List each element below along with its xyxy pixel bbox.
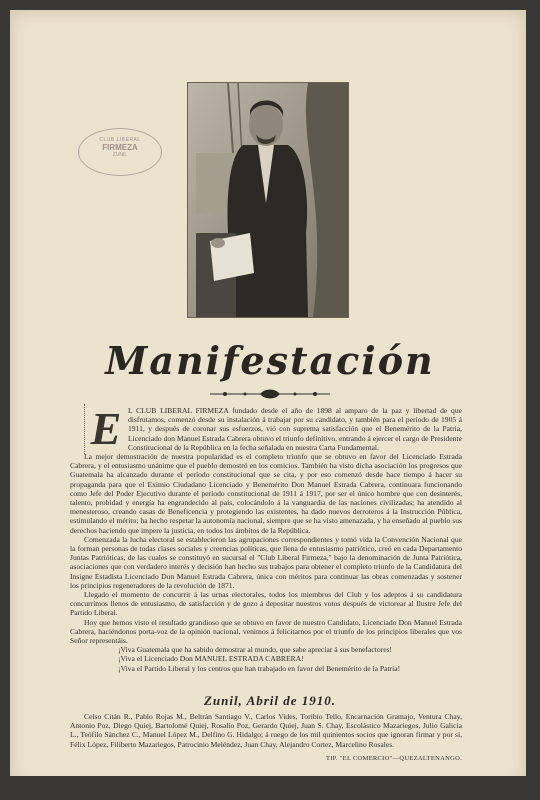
page-title: Manifestación	[105, 338, 435, 383]
place-and-date: Zunil, Abril de 1910.	[203, 693, 337, 708]
decorated-initial: E	[84, 404, 127, 454]
viva-line-2: ¡Viva el Licenciado Don MANUEL ESTRADA CABRERA!	[118, 654, 304, 664]
paragraph-2: La mejor demostración de nuestra popularidad es el completo triunfo que se obtuvo en favor del Licenciado Estrada Cabrera, y el entusiasmo unánime que el pueblo demostró en los comicios. También ha visto dicha asociación los progresos que Guatemala ha alcanzado durante el período constitucional que se cita, y por eso comenzó desde hace tiempo á hacer su propaganda para que el Eximio Ciudadano Licenciado y Benemérito Don Manuel Estrada Cabrera, continuara funcionando como Jefe del Poder Ejecutivo durante el período constitucional de 1911 á 1917, por ser el único hombre que con desinterés, talento, probidad y energía ha engrandecido al país, colocándolo á la vanguardia de las naciones civilizadas; ha atendido al menesteroso, creando casas de Beneficencia y protegiendo las existentes, ha dado nuevos derroteros á la Instrucción Pública, estimulando el mérito; ha hecho respetar la autonomía nacional, siempre que se ha visto amenazada, y ha enseñado al pueblo sus derechos haciendo que impere la justicia, en todos los ámbitos de la República.	[70, 452, 462, 535]
paragraph-5: Hoy que hemos visto el resultado grandioso que se obtuvo en favor de nuestro Candidato, Licenciado Don Manuel Estrada Cabrera, haciéndonos porta-voz de la opinión nacional, venimos á felicitarnos por el triunfo de los principios liberales que vos Señor representáis.	[70, 617, 462, 646]
paragraph-1: L CLUB LIBERAL FIRMEZA fundado desde el año de 1898 al amparo de la paz y libertad de que disfrutamos, comenzó desde su instalación á trabajar por su candidato, y también para el período de 1905 á 1911, y después de coronar sus esfuerzos, vió con suprema satisfacción que el Benemérito de la Patria, Licenciado don Manuel Estrada Cabrera obtuvo el triunfo definitivo, entrando á ejercer el cargo de Presidente Constitucional de la República en la fecha señalada en nuestra Carta Fundamental.	[128, 406, 462, 452]
ornament-divider	[205, 388, 335, 400]
scan-edge	[10, 776, 526, 788]
stamp-line-3: ZUNIL	[112, 152, 128, 158]
ink-stamp	[78, 128, 162, 176]
paragraph-3: Comenzada la lucha electoral se establecieron las agrupaciones correspondientes y tomó vida la Convención Nacional que la forman personas de todas clases sociales y creencias políticas, que llena de entusiasmo patriótico, creó en cada Departamento Juntas Patrióticas, de las cuales se constituyó en sucursal el "Club Liberal Firmeza," bajo la denominación de Junta Patriótica, asociaciones que con verdadero interés y decisión han hecho sus trabajos para obtener el completo triunfo de la Candidatura del Insigne Estadista Licenciado Don Manuel Estrada Cabrera, única con méritos para continuar las obras comenzadas y sostener los principios regeneradores de la revolución de 1871.	[70, 534, 462, 590]
portrait-photograph	[187, 82, 349, 318]
viva-line-3: ¡Viva el Partido Liberal y los centros que han trabajado en favor del Benemérito de la Patria!	[118, 663, 401, 673]
stamp-line-2: FIRMEZA	[102, 143, 138, 152]
stamp-line-1: CLUB LIBERAL	[99, 137, 141, 143]
paragraph-4: Llegado el momento de concurrir á las urnas electorales, todos los miembros del Club y los adeptos á su candidatura concurrimos llenos de entusiasmo, de satisfacción y de gozo á depositar nuestros votos después de victorear al Ilustre Jefe del Partido Liberal.	[70, 590, 462, 618]
printer-credit: TIP. "EL COMERCIO"—QUEZALTENANGO.	[325, 755, 462, 762]
viva-line-1: ¡Viva Guatemala que ha sabido demostrar al mundo, que sabe apreciar á sus benefactores!	[118, 645, 393, 655]
manifesto-body	[70, 406, 462, 673]
signatories-list: Celso Citán R., Pablo Rojas M., Beltrán Santiago V., Carlos Vides, Toribio Tello, Encarnación Gramajo, Ventura Chay, Antonio Poz, Diego Quiej, Bartolomé Quiej, Rosalío Poz, Gerardo Quiej, Juan S. Chay, Escolástico Mazariegos, Julio Galicia L., Teófilo Sánchez C., Manuel López M., Delfino G. Hidalgo; á ruego de los mil quinientos socios que ignoran firmar y por sí, Félix López, Filiberto Mazariegos, Patrocinio Meléndez, Juan Chay, Alejandro Cortez, Marcelino Rosales.	[70, 712, 462, 749]
